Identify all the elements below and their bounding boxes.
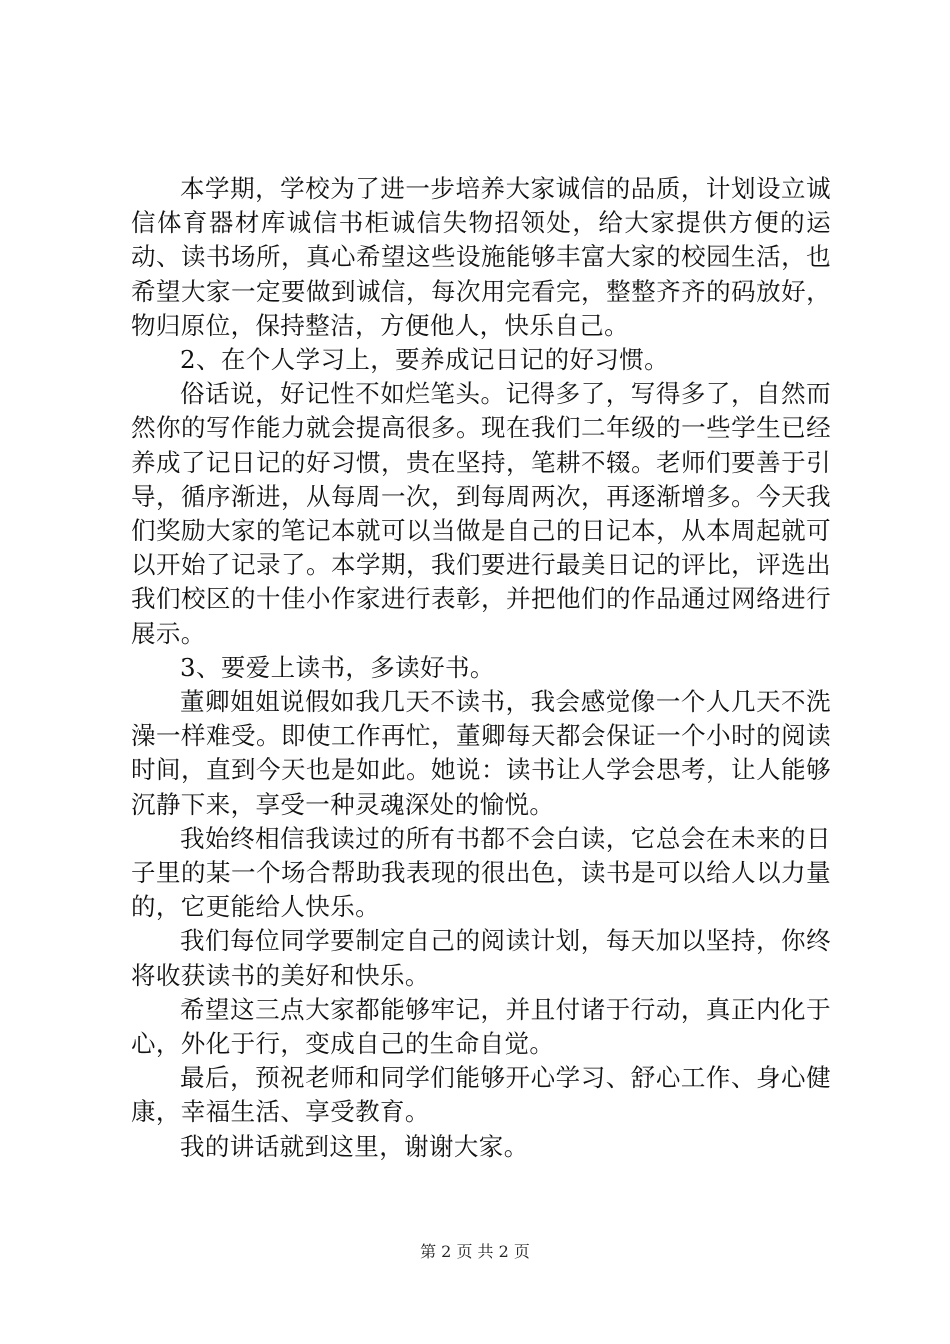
paragraph-point-3-heading: 3、要爱上读书，多读好书。 [180, 652, 495, 682]
paragraph-reading-plan: 我们每位同学要制定自己的阅读计划，每天加以坚持，你终将收获读书的美好和快乐。 [131, 926, 831, 990]
paragraph-best-wishes: 最后，预祝老师和同学们能够开心学习、舒心工作、身心健康，幸福生活、享受教育。 [131, 1063, 831, 1127]
paragraph-dong-qing-quote: 董卿姐姐说假如我几天不读书，我会感觉像一个人几天不洗澡一样难受。即使工作再忙，董卿每天都会保证一个小时的阅读时间，直到今天也是如此。她说：读书让人学会思考，让人能够沉静下来，享受一种灵魂深处的愉悦。 [131, 687, 831, 819]
paragraph-reading-belief: 我始终相信我读过的所有书都不会白读，它总会在未来的日子里的某一个场合帮助我表现的很出色，读书是可以给人以力量的，它更能给人快乐。 [131, 823, 831, 922]
paragraph-point-2-heading: 2、在个人学习上，要养成记日记的好习惯。 [180, 345, 670, 375]
page-number-footer: 第 2 页 共 2 页 [420, 1242, 530, 1261]
paragraph-integrity-facilities: 本学期，学校为了进一步培养大家诚信的品质，计划设立诚信体育器材库诚信书柜诚信失物招领处，给大家提供方便的运动、读书场所，真心希望这些设施能够丰富大家的校园生活，也希望大家一定要做到诚信，每次用完看完，整整齐齐的码放好，物归原位，保持整洁，方便他人，快乐自己。 [131, 174, 831, 340]
document-body [131, 172, 831, 1164]
paragraph-closing: 我的讲话就到这里，谢谢大家。 [180, 1131, 529, 1161]
paragraph-three-points: 希望这三点大家都能够牢记，并且付诸于行动，真正内化于心，外化于行，变成自己的生命自觉。 [131, 994, 831, 1059]
paragraph-diary-habit: 俗话说，好记性不如烂笔头。记得多了，写得多了，自然而然你的写作能力就会提高很多。现在我们二年级的一些学生已经养成了记日记的好习惯，贵在坚持，笔耕不辍。老师们要善于引导，循序渐进，从每周一次，到每周两次，再逐渐增多。今天我们奖励大家的笔记本就可以当做是自己的日记本，从本周起就可以开始了记录了。本学期，我们要进行最美日记的评比，评选出我们校区的十佳小作家进行表彰，并把他们的作品通过网络进行展示。 [131, 379, 831, 648]
